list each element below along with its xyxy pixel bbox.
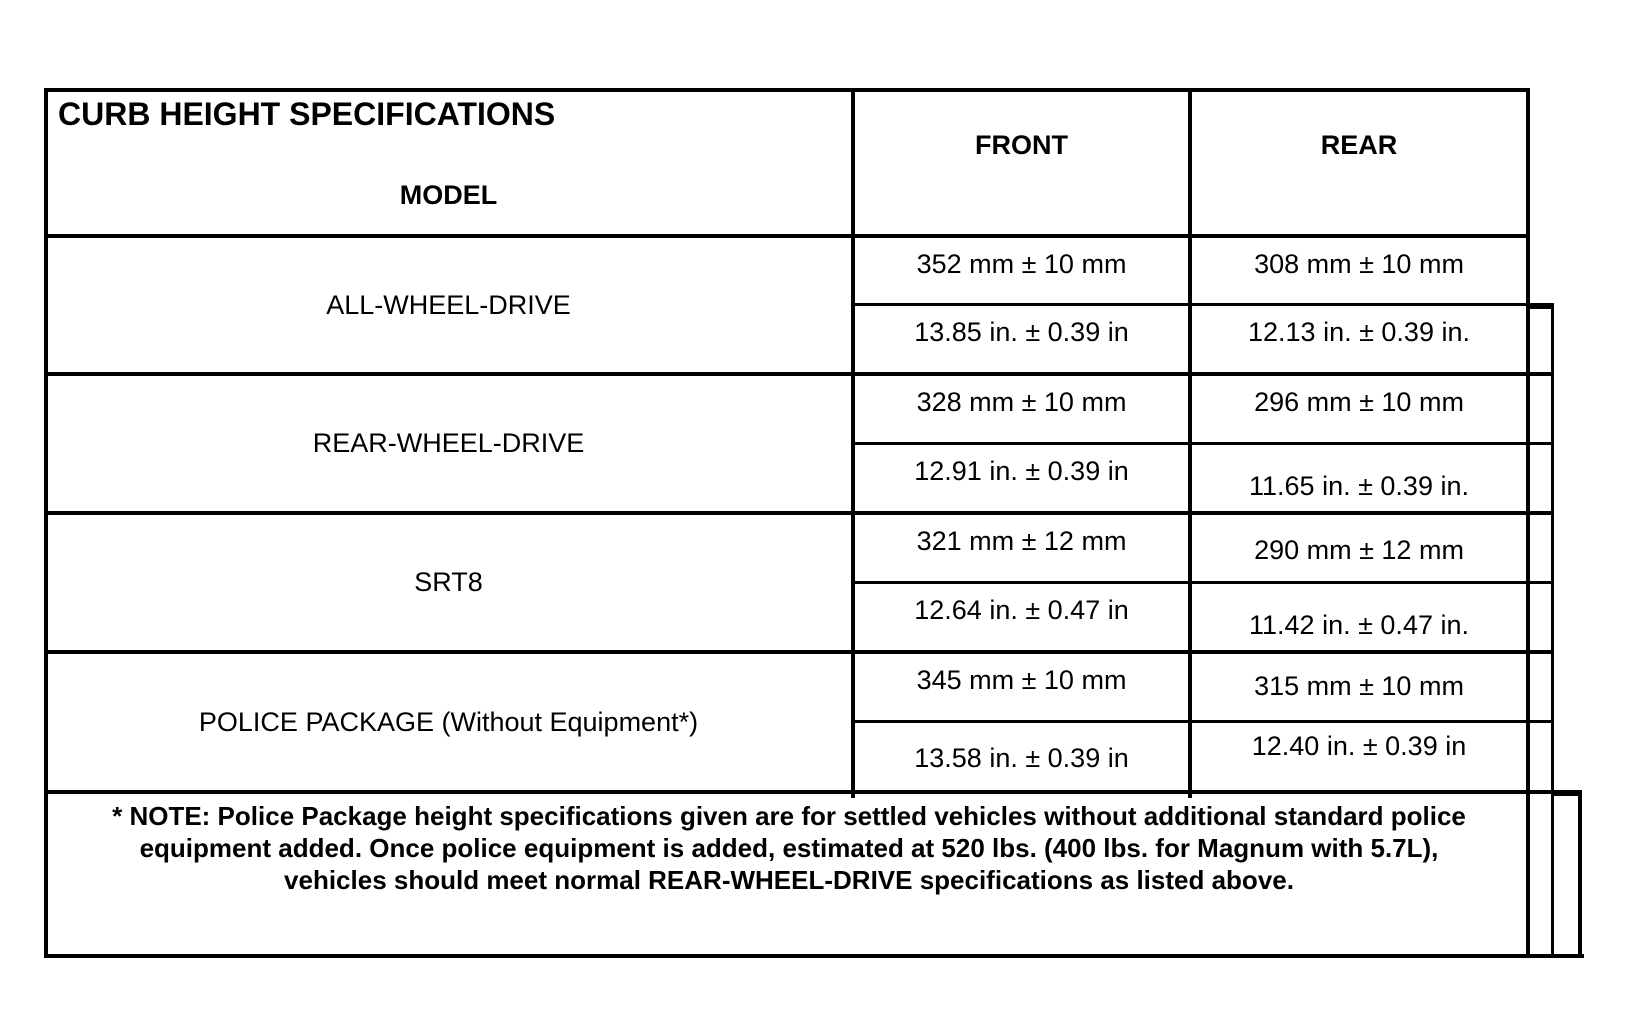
row-police-front-mm: 345 mm ± 10 mm: [916, 664, 1127, 695]
note-line-1: * NOTE: Police Package height specifications given are for settled vehicles without additional standard police: [112, 801, 1466, 831]
table-border-top: [44, 88, 1530, 92]
row-police-front-in: 13.58 in. ± 0.39 in: [914, 742, 1129, 773]
row-awd-rear-in: 12.13 in. ± 0.39 in.: [1248, 316, 1470, 347]
table-title: CURB HEIGHT SPECIFICATIONS: [58, 96, 556, 132]
header-rear: REAR: [1320, 129, 1398, 160]
table-border-bottom: [44, 954, 1584, 958]
police-package-note: [46, 800, 1532, 896]
row-model-srt8: SRT8: [414, 567, 483, 597]
row-awd-rear-mm: 308 mm ± 10 mm: [1254, 248, 1464, 279]
row-police-rear-in: 12.40 in. ± 0.39 in: [1251, 730, 1467, 761]
row-police-rear-mm: 315 mm ± 10 mm: [1254, 670, 1464, 701]
row-rwd-rear-mm: 296 mm ± 10 mm: [1254, 386, 1464, 417]
row-model-rwd: REAR-WHEEL-DRIVE: [312, 428, 585, 458]
header-model: MODEL: [399, 179, 498, 210]
header-front: FRONT: [975, 129, 1068, 160]
row-model-awd: ALL-WHEEL-DRIVE: [326, 289, 571, 320]
row-rwd-front-mm: 328 mm ± 10 mm: [916, 386, 1127, 417]
row-model-police: POLICE PACKAGE (Without Equipment*): [198, 706, 699, 737]
row-divider-4: [44, 790, 1582, 794]
offset-border-2: [1578, 793, 1582, 958]
note-line-2: equipment added. Once police equipment is added, estimated at 520 lbs. (400 lbs. for Magnum with 5.7L),: [139, 833, 1439, 863]
row-srt8-front-in: 12.64 in. ± 0.47 in: [914, 594, 1129, 625]
row-awd-front-mm: 352 mm ± 10 mm: [916, 248, 1127, 279]
offset-border-1: [1551, 306, 1554, 958]
row-rwd-rear-in: 11.65 in. ± 0.39 in.: [1249, 470, 1469, 501]
row-srt8-rear-in: 11.42 in. ± 0.47 in.: [1249, 609, 1469, 640]
offset-border-1-top: [1526, 306, 1554, 309]
row-rwd-front-in: 12.91 in. ± 0.39 in: [914, 455, 1129, 486]
row-srt8-front-mm: 321 mm ± 12 mm: [916, 525, 1127, 556]
row-awd-front-in: 13.85 in. ± 0.39 in: [914, 316, 1129, 347]
note-line-3: vehicles should meet normal REAR-WHEEL-DRIVE specifications as listed above.: [284, 865, 1294, 895]
row-srt8-rear-mm: 290 mm ± 12 mm: [1254, 534, 1464, 565]
